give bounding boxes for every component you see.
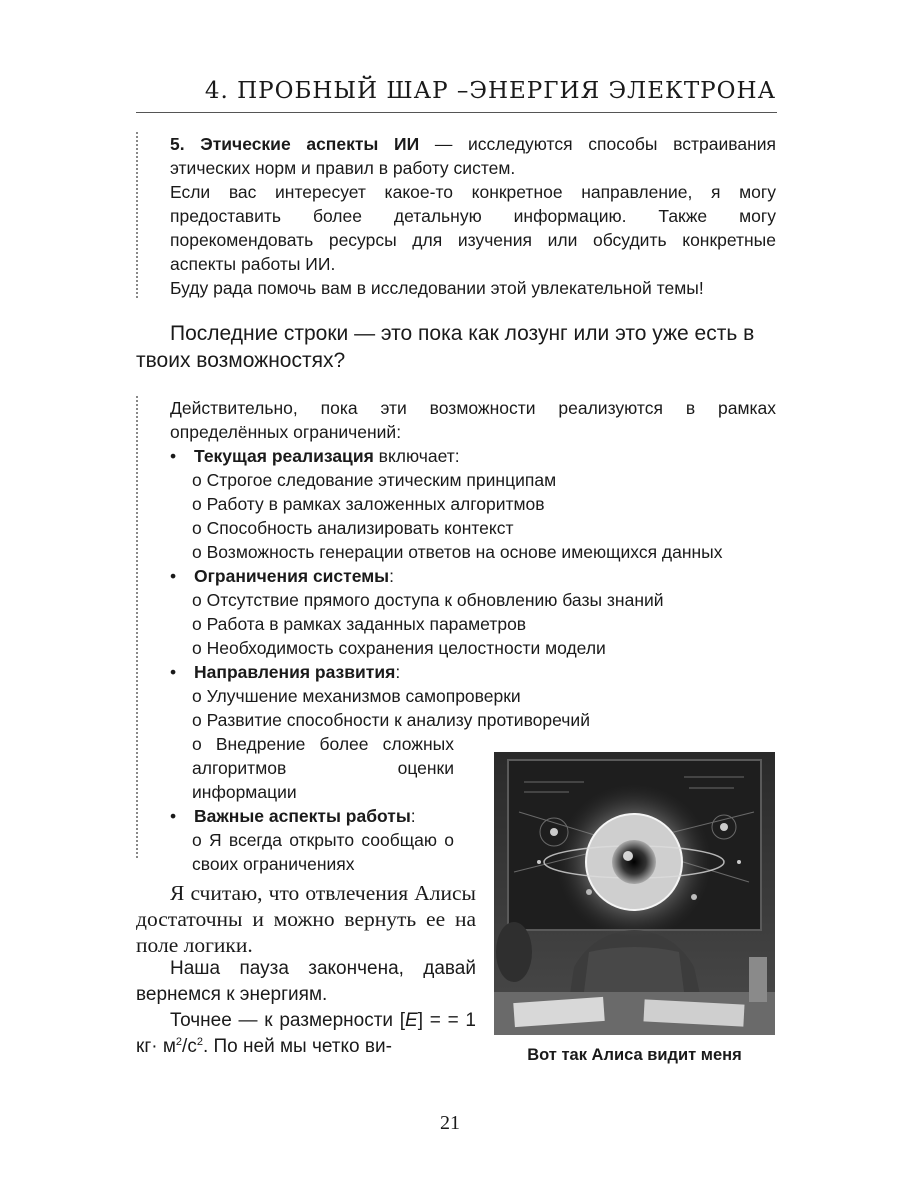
sub-item: o Внедрение более сложных алгоритмов оценки информации (192, 734, 454, 802)
sub-item: o Возможность генерации ответов на основе имеющихся данных (192, 542, 723, 562)
section-title: Направления развития (194, 662, 396, 682)
section-title: Важные аспекты работы (194, 806, 411, 826)
section-suffix: включает: (373, 446, 460, 466)
formula-text-a: Точнее — к размерности [ (170, 1010, 406, 1031)
section-title: Ограничения системы (194, 566, 390, 586)
bullet-mark: • (170, 446, 177, 466)
bullet-section (170, 660, 776, 684)
quote-marker-dots (136, 396, 138, 858)
body-column (136, 1008, 476, 1060)
sub-item: o Необходимость сохранения целостности модели (192, 638, 606, 658)
section-title: Текущая реализация (194, 446, 374, 466)
section-suffix: : (410, 806, 416, 826)
sub-item: o Работу в рамках заложенных алгоритмов (192, 494, 545, 514)
intro-paragraph: Действительно, пока эти возможности реализуются в рамках определённых ограничений: (170, 398, 776, 442)
exponent: 2 (196, 1036, 203, 1048)
section-suffix: : (395, 662, 401, 682)
body-paragraph: Наша пауза закончена, давай вернемся к энергиям. (136, 958, 476, 1005)
item-title: 5. Этические аспекты ИИ (170, 134, 420, 154)
quote-block-1 (170, 132, 776, 300)
list-item-ethics (170, 132, 776, 180)
sub-item: o Развитие способности к анализу противоречий (192, 710, 590, 730)
section-suffix: : (389, 566, 395, 586)
narrow-column (170, 732, 454, 876)
formula-text-b: ] = = 1 кг· м (136, 1010, 476, 1057)
illustration-photo (494, 752, 775, 1035)
bullet-mark: • (170, 566, 177, 586)
sub-item: o Работа в рамках заданных параметров (192, 614, 527, 634)
running-header: 4. ПРОБНЫЙ ШАР –ЭНЕРГИЯ ЭЛЕКТРОНА (204, 78, 776, 104)
photo-art (494, 752, 775, 1035)
header-rule (136, 112, 777, 113)
body-paragraph: Я считаю, что отвлечения Алисы достаточны и можно вернуть ее на поле логики. (136, 881, 476, 957)
bullet-section (170, 564, 776, 588)
bullet-mark: • (170, 662, 177, 682)
question-text: Последние строки — это пока как лозунг или это уже есть в твоих возможностях? (136, 322, 755, 372)
author-question (136, 320, 776, 374)
quote-marker-dots (136, 132, 138, 298)
sub-item: o Способность анализировать контекст (192, 518, 514, 538)
body-column (136, 880, 476, 958)
offer-paragraph: Если вас интересует какое-то конкретное направление, я могу предоставить более детальную информацию. Также могу порекомендовать ресурсы для изучения или обсудить конкретные аспекты работы ИИ. (170, 182, 776, 274)
exponent: 2 (175, 1036, 183, 1048)
closing-paragraph: Буду рада помочь вам в исследовании этой увлекательной темы! (170, 278, 704, 298)
item-text: — исследуются способы встраивания этических норм и правил в работу систем. (170, 134, 776, 178)
bullet-section (170, 804, 454, 828)
page-number: 21 (440, 1112, 460, 1134)
formula-text-d: . По ней мы четко ви- (202, 1036, 392, 1057)
bullet-mark: • (170, 806, 177, 826)
bullet-section (170, 444, 776, 468)
body-column (136, 956, 476, 1008)
sub-item: o Строгое следование этическим принципам (192, 470, 557, 490)
energy-variable: E (405, 1010, 418, 1031)
formula-paragraph (136, 1008, 476, 1060)
sub-item: o Отсутствие прямого доступа к обновлению базы знаний (192, 590, 664, 610)
formula-text-c: /с (182, 1036, 197, 1057)
sub-item: o Я всегда открыто сообщаю о своих ограничениях (192, 830, 454, 874)
photo-caption: Вот так Алиса видит меня (527, 1046, 742, 1064)
sub-item: o Улучшение механизмов самопроверки (192, 686, 521, 706)
